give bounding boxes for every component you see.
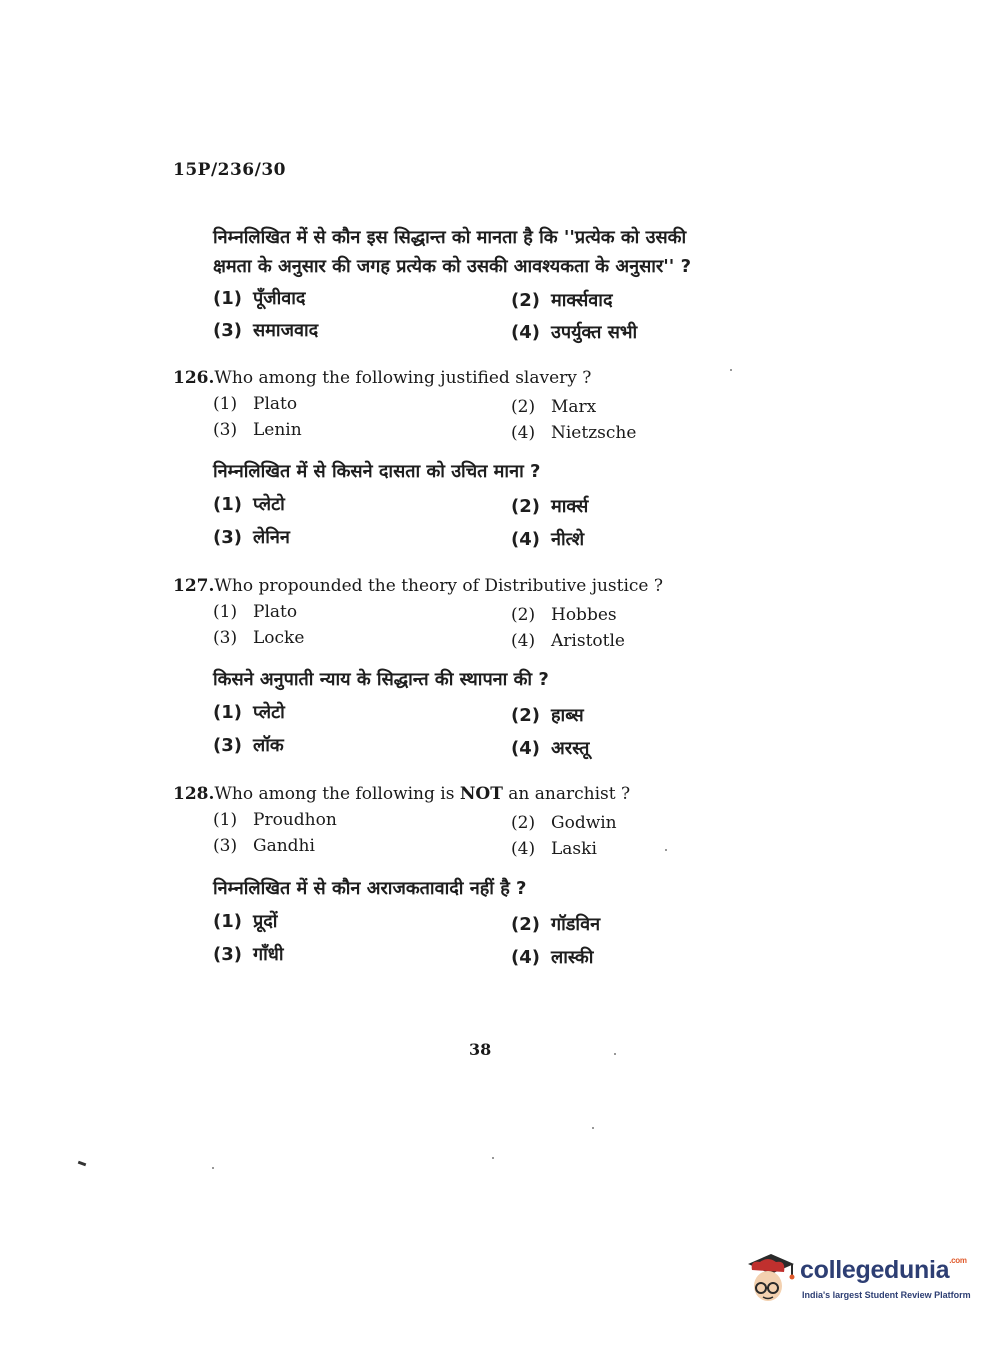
- option-item: (2) मार्क्स: [511, 496, 589, 517]
- option-item: (2) Godwin: [511, 813, 617, 833]
- option-item: (3) गाँधी: [213, 944, 284, 965]
- scan-mark: [78, 1161, 87, 1167]
- option-item: (2) Hobbes: [511, 605, 617, 625]
- mascot-icon: [742, 1250, 800, 1308]
- q126-hindi: निम्नलिखित में से किसने दासता को उचित माना ?: [213, 461, 541, 482]
- option-item: (2) Marx: [511, 397, 597, 417]
- option-item: (1) Proudhon: [213, 810, 337, 830]
- option-item: (3) Gandhi: [213, 836, 315, 856]
- scan-speck: [212, 1167, 214, 1169]
- option-item: (2) मार्क्सवाद: [511, 290, 613, 311]
- question-127: 127.Who propounded the theory of Distributive justice ?: [173, 576, 664, 596]
- option-item: (1) Plato: [213, 602, 298, 622]
- option-item: (4) नीत्शे: [511, 529, 585, 550]
- option-item: (4) उपर्युक्त सभी: [511, 322, 638, 343]
- option-item: (4) Nietzsche: [511, 423, 637, 443]
- option-item: (3) Lenin: [213, 420, 302, 440]
- option-item: (2) हाब्स: [511, 705, 584, 726]
- q127-hindi: किसने अनुपाती न्याय के सिद्धान्त की स्थापना की ?: [213, 669, 549, 690]
- option-item: (4) अरस्तू: [511, 738, 590, 759]
- scan-speck: [592, 1127, 594, 1129]
- option-item: (3) लेनिन: [213, 527, 290, 548]
- scan-speck: [614, 1053, 616, 1055]
- question-126: 126.Who among the following justified slavery ?: [173, 368, 592, 388]
- collegedunia-logo: [742, 1250, 972, 1310]
- paper-code: 15P/236/30: [173, 160, 287, 180]
- option-item: (3) Locke: [213, 628, 305, 648]
- option-item: (1) पूँजीवाद: [213, 288, 306, 309]
- option-item: (1) प्रूदों: [213, 911, 278, 932]
- option-item: (1) प्लेटो: [213, 702, 285, 723]
- option-item: (3) लॉक: [213, 735, 284, 756]
- page-number: 38: [469, 1040, 492, 1059]
- scan-speck: [492, 1157, 494, 1159]
- q125-hindi-line2: क्षमता के अनुसार की जगह प्रत्येक को उसकी आवश्यकता के अनुसार'' ?: [213, 256, 692, 277]
- question-128: 128.Who among the following is NOT an anarchist ?: [173, 784, 631, 804]
- scan-speck: [730, 369, 732, 371]
- option-item: (3) समाजवाद: [213, 320, 319, 341]
- q125-hindi-line1: निम्नलिखित में से कौन इस सिद्धान्त को मानता है कि ''प्रत्येक को उसकी: [213, 227, 687, 248]
- option-item: (1) प्लेटो: [213, 494, 285, 515]
- option-item: (2) गॉडविन: [511, 914, 601, 935]
- option-item: (1) Plato: [213, 394, 298, 414]
- q128-hindi: निम्नलिखित में से कौन अराजकतावादी नहीं है ?: [213, 878, 527, 899]
- scan-speck: [665, 849, 667, 851]
- logo-tagline: India's largest Student Review Platform: [802, 1290, 971, 1300]
- logo-brand: collegedunia$^{.com}$: [800, 1256, 967, 1284]
- option-item: (4) Aristotle: [511, 631, 625, 651]
- option-item: (4) लास्की: [511, 947, 594, 968]
- option-item: (4) Laski: [511, 839, 597, 859]
